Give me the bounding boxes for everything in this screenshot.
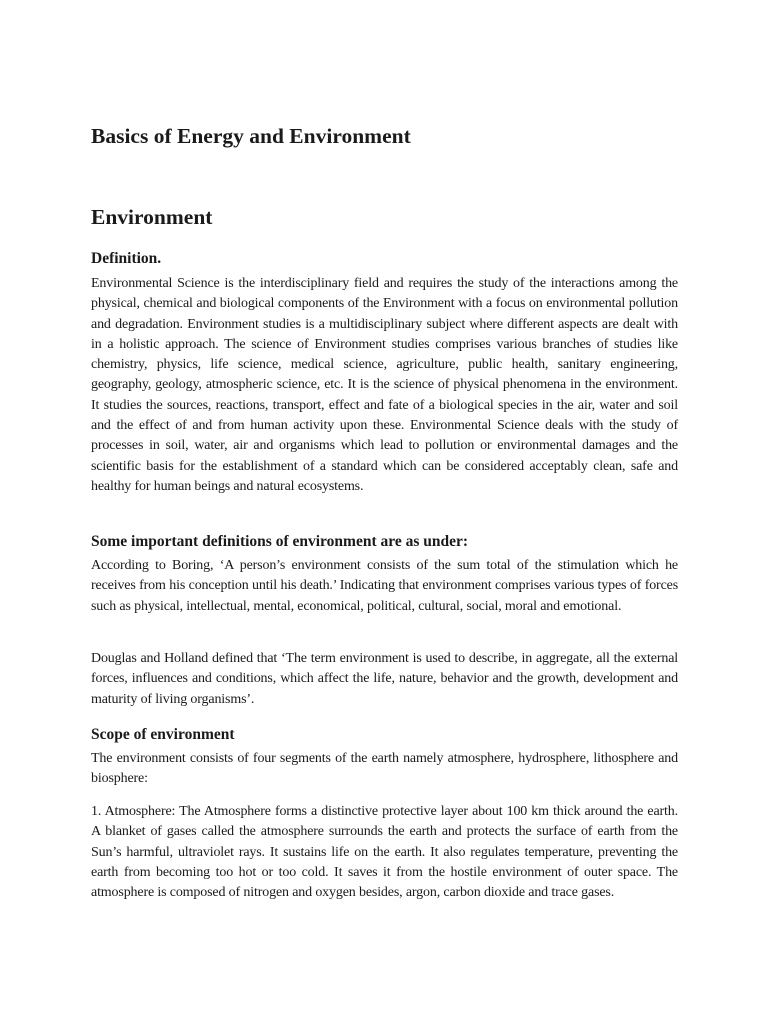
douglas-holland-paragraph: Douglas and Holland defined that ‘The term environment is used to describe, in aggregate, all the external forces, influences and conditions, which affect the life, nature, behavior and the growth, development and maturity of living organisms’. (91, 651, 678, 707)
boring-definition-paragraph: According to Boring, ‘A person’s environment consists of the sum total of the stimulation which he receives from his conception until his death.’ Indicating that environment comprises various types of forces such as physical, intellectual, mental, economical, political, cultural, social, moral and emotional. (91, 558, 678, 614)
scope-paragraph: The environment consists of four segments of the earth namely atmosphere, hydrosphere, lithosphere and biosphere: (91, 751, 678, 787)
definition-paragraph: Environmental Science is the interdisciplinary field and requires the study of the interactions among the physical, chemical and biological components of the Environment with a focus on environmental pollution and degradation. Environment studies is a multidisciplinary subject where different aspects are dealt with in a holistic approach. The science of Environment studies comprises various branches of studies like chemistry, physics, life science, medical science, agriculture, public health, sanitary engineering, geography, geology, atmospheric science, etc. It is the science of physical phenomena in the environment. It studies the sources, reactions, transport, effect and fate of a biological species in the air, water and soil and the effect of and from human activity upon these. Environmental Science deals with the study of processes in soil, water, air and organisms which lead to pollution or environmental damages and the scientific basis for the establishment of a standard which can be considered acceptably clean, safe and healthy for human beings and natural ecosystems. (91, 276, 678, 494)
document-title: Basics of Energy and Environment (91, 124, 411, 148)
section-heading-environment: Environment (91, 205, 213, 229)
definition-heading: Definition. (91, 250, 162, 267)
atmosphere-paragraph: 1. Atmosphere: The Atmosphere forms a distinctive protective layer about 100 km thick around the earth. A blanket of gases called the atmosphere surrounds the earth and protects the surface of earth from the Sun’s harmful, ultraviolet rays. It sustains life on the earth. It also regulates temperature, preventing the earth from becoming too hot or too cold. It saves it from the hostile environment of outer space. The atmosphere is composed of nitrogen and oxygen besides, argon, carbon dioxide and trace gases. (91, 804, 678, 901)
definitions-heading: Some important definitions of environment are as under: (91, 533, 469, 550)
scope-heading: Scope of environment (91, 726, 235, 743)
